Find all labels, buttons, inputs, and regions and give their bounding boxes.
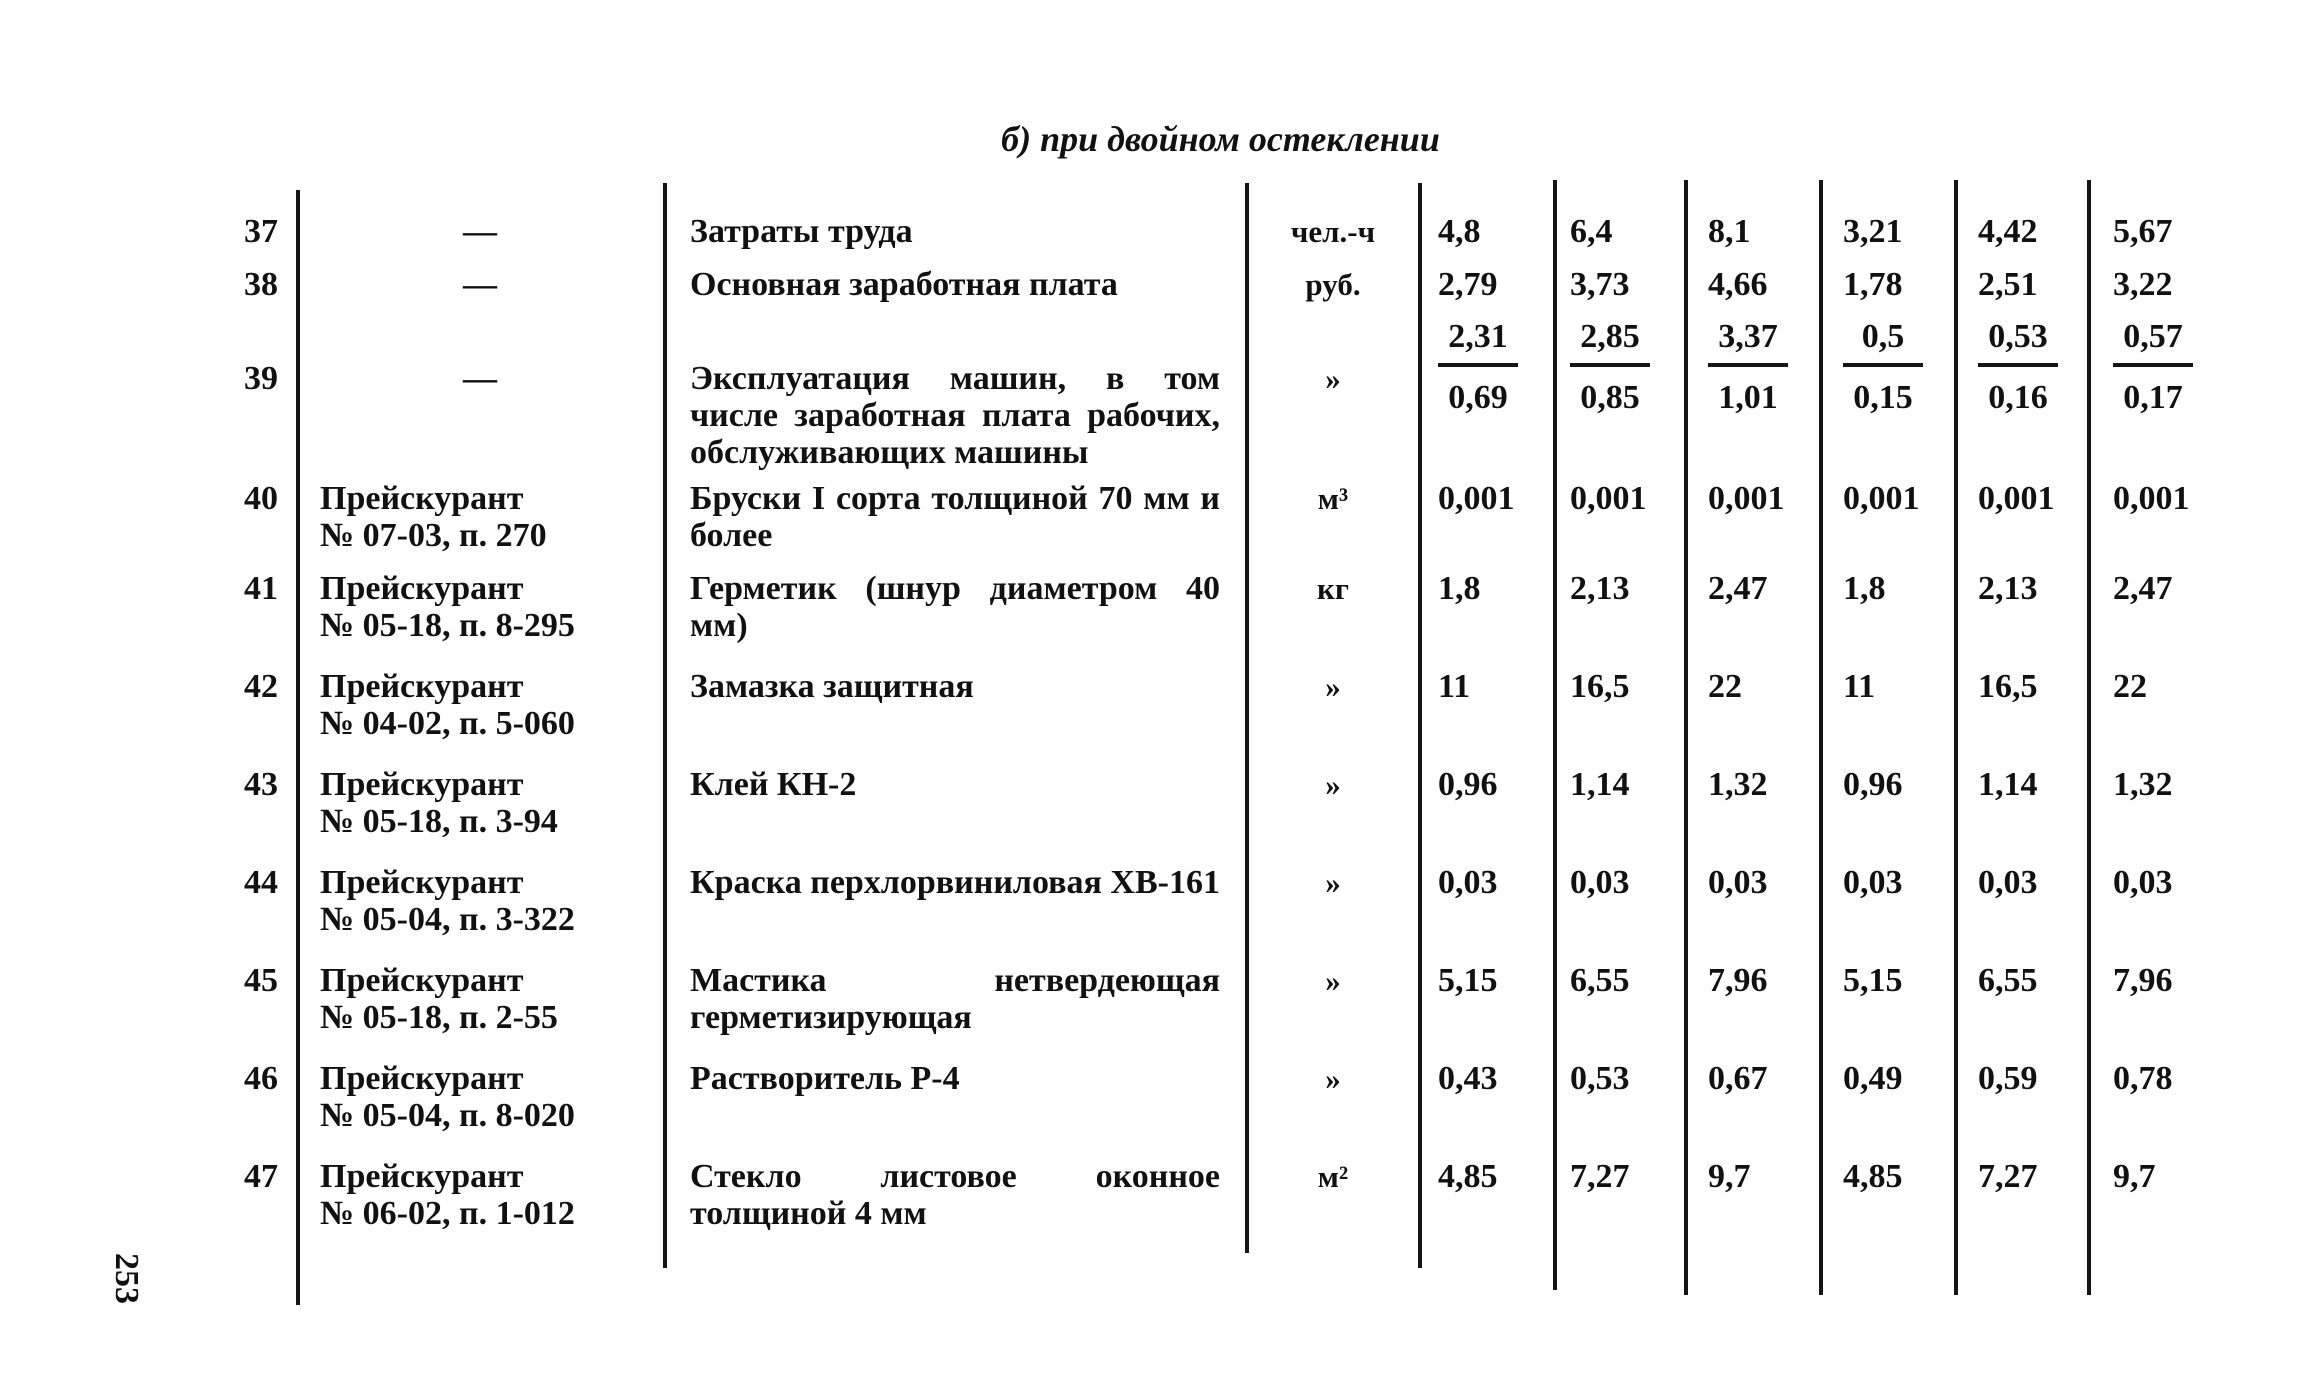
rule-after-name: [1245, 183, 1249, 1253]
fraction-value: [1438, 318, 1518, 416]
source-reference: [320, 1158, 620, 1232]
source-line-2: № 06-02, п. 1-012: [320, 1195, 575, 1232]
value-cell: 4,85: [1438, 1158, 1498, 1195]
source-line-1: Прейскурант: [320, 962, 524, 999]
unit: руб.: [1305, 267, 1361, 302]
rule-after-number: [296, 190, 300, 1305]
value-cell: 0,96: [1843, 766, 1903, 803]
value-cell: 0,67: [1708, 1060, 1768, 1097]
value-cell: 16,5: [1570, 668, 1630, 705]
item-name: Затраты труда: [690, 213, 913, 250]
fraction-numerator: 2,85: [1570, 318, 1650, 367]
value-cell: 1,78: [1843, 266, 1903, 303]
value-cell: 6,4: [1570, 213, 1613, 250]
value-cell: 3,73: [1570, 266, 1630, 303]
value-cell: 3,21: [1843, 213, 1903, 250]
rule-after-source: [663, 183, 667, 1268]
source-line-1: Прейскурант: [320, 570, 524, 607]
item-name: Растворитель Р-4: [690, 1060, 960, 1097]
source-reference: [320, 766, 620, 840]
value-cell: 0,78: [2113, 1060, 2173, 1097]
item-name: Стекло листовое оконное толщиной 4 мм: [690, 1158, 1220, 1232]
value-cell: 0,001: [1978, 480, 2055, 517]
fraction-numerator: 0,53: [1978, 318, 2058, 367]
source-line-2: № 04-02, п. 5-060: [320, 705, 575, 742]
fraction-value: [1570, 318, 1650, 416]
value-cell: 3,22: [2113, 266, 2173, 303]
row-number: 42: [244, 668, 278, 705]
rule-before-col3: [1684, 180, 1688, 1295]
value-cell: 4,85: [1843, 1158, 1903, 1195]
fraction-value: [2113, 318, 2193, 416]
value-cell: 0,001: [1843, 480, 1920, 517]
item-name: Основная заработная плата: [690, 266, 1118, 303]
value-cell: 5,15: [1843, 962, 1903, 999]
value-cell: 9,7: [2113, 1158, 2156, 1195]
rule-before-col2: [1553, 180, 1557, 1290]
source-line-1: Прейскурант: [320, 1060, 524, 1097]
row-number: 39: [244, 360, 278, 397]
value-cell: 0,001: [2113, 480, 2190, 517]
source-line-2: № 05-18, п. 3-94: [320, 803, 558, 840]
fraction-numerator: 2,31: [1438, 318, 1518, 367]
unit: »: [1325, 361, 1341, 396]
unit: м³: [1317, 481, 1349, 516]
item-name: Мастика нетвердеющая герметизирующая: [690, 962, 1220, 1036]
row-number: 41: [244, 570, 278, 607]
fraction-denominator: 1,01: [1718, 379, 1778, 416]
source-line-2: № 05-04, п. 3-322: [320, 901, 575, 938]
value-cell: 6,55: [1570, 962, 1630, 999]
value-cell: 0,43: [1438, 1060, 1498, 1097]
source-dash: —: [463, 360, 497, 397]
source-dash: —: [463, 266, 497, 303]
row-number: 40: [244, 480, 278, 517]
value-cell: 22: [2113, 668, 2147, 705]
item-name: Эксплуатация машин, в том числе заработная плата рабочих, обслуживающих машины: [690, 360, 1220, 471]
value-cell: 2,51: [1978, 266, 2038, 303]
value-cell: 22: [1708, 668, 1742, 705]
value-cell: 1,8: [1843, 570, 1886, 607]
value-cell: 1,32: [1708, 766, 1768, 803]
value-cell: 4,8: [1438, 213, 1481, 250]
fraction-denominator: 0,17: [2123, 379, 2183, 416]
source-line-1: Прейскурант: [320, 1158, 524, 1195]
source-reference: [320, 570, 620, 644]
item-name: Клей КН-2: [690, 766, 857, 803]
value-cell: 0,03: [1708, 864, 1768, 901]
value-cell: 2,13: [1978, 570, 2038, 607]
value-cell: 7,27: [1570, 1158, 1630, 1195]
value-cell: 0,49: [1843, 1060, 1903, 1097]
fraction-numerator: 3,37: [1708, 318, 1788, 367]
unit: м²: [1317, 1159, 1349, 1194]
row-number: 45: [244, 962, 278, 999]
value-cell: 5,15: [1438, 962, 1498, 999]
row-number: 38: [244, 266, 278, 303]
value-cell: 8,1: [1708, 213, 1751, 250]
value-cell: 11: [1843, 668, 1876, 705]
unit: »: [1325, 669, 1341, 704]
page-number: 253: [108, 1253, 145, 1304]
fraction-value: [1978, 318, 2058, 416]
source-line-1: Прейскурант: [320, 766, 524, 803]
fraction-denominator: 0,85: [1580, 379, 1640, 416]
row-number: 43: [244, 766, 278, 803]
value-cell: 1,32: [2113, 766, 2173, 803]
table-heading: б) при двойном остеклении: [1001, 119, 1440, 159]
rule-before-col6: [2087, 180, 2091, 1295]
row-number: 46: [244, 1060, 278, 1097]
value-cell: 4,66: [1708, 266, 1768, 303]
source-line-2: № 05-18, п. 2-55: [320, 999, 558, 1036]
item-name: Замазка защитная: [690, 668, 974, 705]
value-cell: 0,001: [1438, 480, 1515, 517]
value-cell: 7,96: [2113, 962, 2173, 999]
value-cell: 7,27: [1978, 1158, 2038, 1195]
fraction-numerator: 0,5: [1843, 318, 1923, 367]
fraction-denominator: 0,69: [1448, 379, 1508, 416]
item-name: Бруски I сорта толщиной 70 мм и более: [690, 480, 1220, 554]
value-cell: 0,96: [1438, 766, 1498, 803]
item-name: Краска перхлорвиниловая ХВ-161: [690, 864, 1220, 901]
value-cell: 0,03: [1843, 864, 1903, 901]
unit: »: [1325, 1061, 1341, 1096]
row-number: 37: [244, 213, 278, 250]
value-cell: 2,47: [2113, 570, 2173, 607]
value-cell: 2,79: [1438, 266, 1498, 303]
row-number: 44: [244, 864, 278, 901]
value-cell: 16,5: [1978, 668, 2038, 705]
source-line-2: № 05-18, п. 8-295: [320, 607, 575, 644]
unit: чел.-ч: [1290, 214, 1376, 249]
rule-before-col4: [1819, 180, 1823, 1295]
item-name: Герметик (шнур диаметром 40 мм): [690, 570, 1220, 644]
source-reference: [320, 864, 620, 938]
value-cell: 1,14: [1978, 766, 2038, 803]
fraction-denominator: 0,16: [1988, 379, 2048, 416]
source-line-2: № 07-03, п. 270: [320, 517, 547, 554]
source-reference: [320, 668, 620, 742]
source-line-1: Прейскурант: [320, 668, 524, 705]
rule-before-col5: [1954, 180, 1958, 1295]
source-line-1: Прейскурант: [320, 480, 524, 517]
value-cell: 4,42: [1978, 213, 2038, 250]
unit: »: [1325, 865, 1341, 900]
value-cell: 5,67: [2113, 213, 2173, 250]
fraction-denominator: 0,15: [1853, 379, 1913, 416]
rule-before-col1: [1418, 183, 1422, 1268]
fraction-numerator: 0,57: [2113, 318, 2193, 367]
value-cell: 0,03: [1570, 864, 1630, 901]
value-cell: 2,47: [1708, 570, 1768, 607]
value-cell: 0,03: [1438, 864, 1498, 901]
value-cell: 0,53: [1570, 1060, 1630, 1097]
source-line-1: Прейскурант: [320, 864, 524, 901]
value-cell: 0,001: [1570, 480, 1647, 517]
source-reference: [320, 480, 620, 554]
fraction-value: [1843, 318, 1923, 416]
row-number: 47: [244, 1158, 278, 1195]
source-reference: [320, 962, 620, 1036]
source-line-2: № 05-04, п. 8-020: [320, 1097, 575, 1134]
unit: »: [1325, 963, 1341, 998]
value-cell: 6,55: [1978, 962, 2038, 999]
unit: »: [1325, 767, 1341, 802]
value-cell: 0,59: [1978, 1060, 2038, 1097]
value-cell: 1,14: [1570, 766, 1630, 803]
value-cell: 0,03: [1978, 864, 2038, 901]
fraction-value: [1708, 318, 1788, 416]
unit: кг: [1317, 571, 1349, 606]
value-cell: 2,13: [1570, 570, 1630, 607]
value-cell: 0,001: [1708, 480, 1785, 517]
value-cell: 1,8: [1438, 570, 1481, 607]
value-cell: 9,7: [1708, 1158, 1751, 1195]
value-cell: 11: [1438, 668, 1471, 705]
value-cell: 0,03: [2113, 864, 2173, 901]
value-cell: 7,96: [1708, 962, 1768, 999]
source-reference: [320, 1060, 620, 1134]
source-dash: —: [463, 213, 497, 250]
